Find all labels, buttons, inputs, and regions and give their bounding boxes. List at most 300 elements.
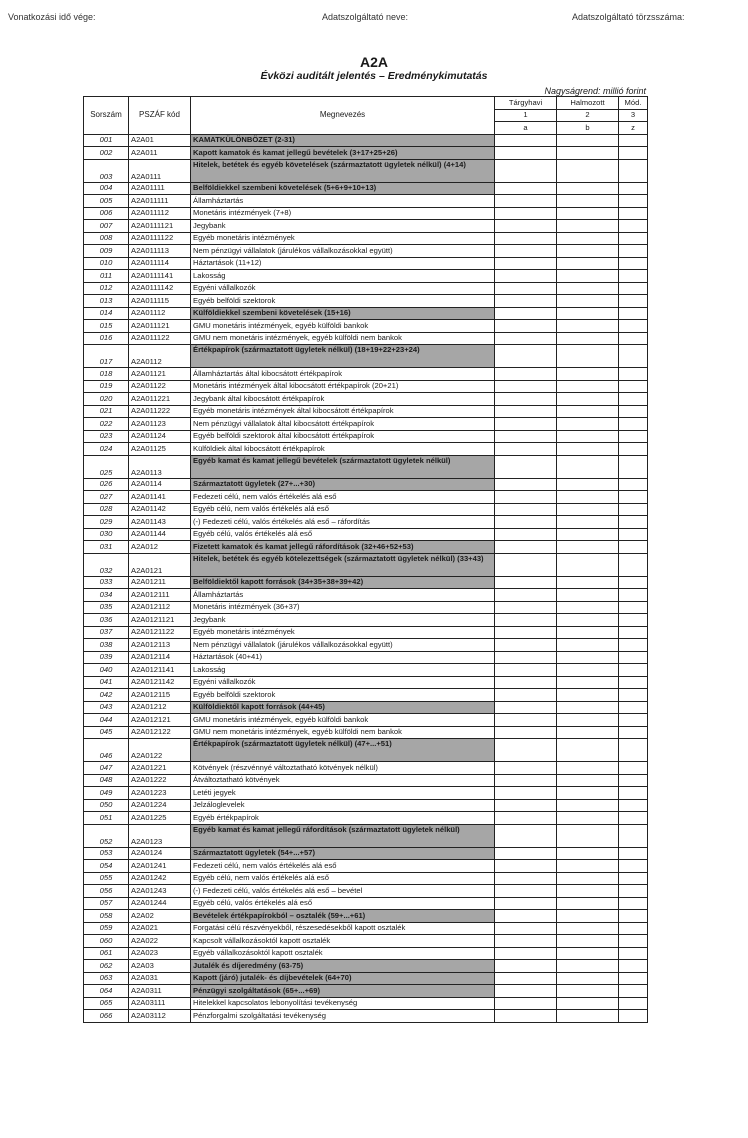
table-row — [84, 601, 648, 614]
value-cell-halmozott[interactable] — [557, 689, 619, 702]
value-cell-mod[interactable] — [619, 910, 648, 923]
value-cell-targyhavi[interactable] — [495, 134, 557, 147]
value-cell-targyhavi[interactable] — [495, 541, 557, 554]
row-number: 052 — [84, 824, 129, 847]
row-pszaf-code: A2A012121 — [129, 714, 191, 727]
row-pszaf-code: A2A01122 — [129, 380, 191, 393]
row-number: 041 — [84, 676, 129, 689]
value-cell-halmozott[interactable] — [557, 922, 619, 935]
value-cell-halmozott[interactable] — [557, 626, 619, 639]
row-number: 034 — [84, 589, 129, 602]
value-cell-targyhavi[interactable] — [495, 664, 557, 677]
value-cell-halmozott[interactable] — [557, 897, 619, 910]
value-cell-targyhavi[interactable] — [495, 701, 557, 714]
table-row — [84, 714, 648, 727]
col-letter-z: z — [619, 122, 648, 135]
value-cell-mod[interactable] — [619, 478, 648, 491]
value-cell-targyhavi[interactable] — [495, 182, 557, 195]
row-number: 053 — [84, 847, 129, 860]
value-cell-mod[interactable] — [619, 972, 648, 985]
table-row — [84, 393, 648, 406]
value-cell-halmozott[interactable] — [557, 195, 619, 208]
value-cell-targyhavi[interactable] — [495, 739, 557, 762]
value-cell-halmozott[interactable] — [557, 455, 619, 478]
row-label: GMU monetáris intézmények, egyéb külföldi bankok — [191, 714, 495, 727]
value-cell-targyhavi[interactable] — [495, 860, 557, 873]
value-cell-mod[interactable] — [619, 503, 648, 516]
row-number: 005 — [84, 195, 129, 208]
row-pszaf-code: A2A0123 — [129, 824, 191, 847]
value-cell-halmozott[interactable] — [557, 443, 619, 456]
value-cell-halmozott[interactable] — [557, 774, 619, 787]
value-cell-targyhavi[interactable] — [495, 307, 557, 320]
value-cell-halmozott[interactable] — [557, 320, 619, 333]
value-cell-targyhavi[interactable] — [495, 195, 557, 208]
value-cell-halmozott[interactable] — [557, 147, 619, 160]
value-cell-targyhavi[interactable] — [495, 380, 557, 393]
value-cell-targyhavi[interactable] — [495, 270, 557, 283]
value-cell-mod[interactable] — [619, 332, 648, 345]
row-label: Államháztartás — [191, 589, 495, 602]
row-label: (-) Fedezeti célú, valós értékelés alá eső – bevétel — [191, 885, 495, 898]
value-cell-halmozott[interactable] — [557, 812, 619, 825]
value-cell-mod[interactable] — [619, 860, 648, 873]
value-cell-targyhavi[interactable] — [495, 614, 557, 627]
value-cell-halmozott[interactable] — [557, 159, 619, 182]
row-label: GMU monetáris intézmények, egyéb külföldi bankok — [191, 320, 495, 333]
value-cell-halmozott[interactable] — [557, 787, 619, 800]
value-cell-targyhavi[interactable] — [495, 972, 557, 985]
row-label: Jegybank által kibocsátott értékpapírok — [191, 393, 495, 406]
table-row — [84, 295, 648, 308]
value-cell-targyhavi[interactable] — [495, 787, 557, 800]
row-pszaf-code: A2A011121 — [129, 320, 191, 333]
row-number: 028 — [84, 503, 129, 516]
table-row — [84, 220, 648, 233]
value-cell-mod[interactable] — [619, 220, 648, 233]
value-cell-halmozott[interactable] — [557, 601, 619, 614]
row-number: 038 — [84, 639, 129, 652]
value-cell-halmozott[interactable] — [557, 885, 619, 898]
value-cell-mod[interactable] — [619, 345, 648, 368]
table-row — [84, 576, 648, 589]
row-number: 024 — [84, 443, 129, 456]
value-cell-targyhavi[interactable] — [495, 689, 557, 702]
value-cell-mod[interactable] — [619, 762, 648, 775]
col-header-mod: Mód. — [619, 97, 648, 110]
table-row — [84, 824, 648, 847]
col-header-pszaf: PSZÁF kód — [129, 97, 191, 135]
value-cell-targyhavi[interactable] — [495, 345, 557, 368]
value-cell-targyhavi[interactable] — [495, 491, 557, 504]
row-number: 009 — [84, 245, 129, 258]
value-cell-mod[interactable] — [619, 541, 648, 554]
row-number: 022 — [84, 418, 129, 431]
value-cell-halmozott[interactable] — [557, 345, 619, 368]
value-cell-mod[interactable] — [619, 430, 648, 443]
row-label: Egyéb kamat és kamat jellegű bevételek (származtatott ügyletek nélkül) — [191, 455, 495, 478]
value-cell-halmozott[interactable] — [557, 207, 619, 220]
value-cell-halmozott[interactable] — [557, 639, 619, 652]
value-cell-targyhavi[interactable] — [495, 774, 557, 787]
value-cell-mod[interactable] — [619, 847, 648, 860]
value-cell-mod[interactable] — [619, 270, 648, 283]
value-cell-halmozott[interactable] — [557, 910, 619, 923]
value-cell-targyhavi[interactable] — [495, 676, 557, 689]
value-cell-halmozott[interactable] — [557, 714, 619, 727]
row-number: 057 — [84, 897, 129, 910]
value-cell-targyhavi[interactable] — [495, 503, 557, 516]
table-row — [84, 405, 648, 418]
value-cell-targyhavi[interactable] — [495, 601, 557, 614]
row-label: Pénzforgalmi szolgáltatási tevékenység — [191, 1010, 495, 1023]
value-cell-mod[interactable] — [619, 787, 648, 800]
value-cell-targyhavi[interactable] — [495, 443, 557, 456]
value-cell-mod[interactable] — [619, 232, 648, 245]
value-cell-halmozott[interactable] — [557, 491, 619, 504]
value-cell-mod[interactable] — [619, 368, 648, 381]
value-cell-targyhavi[interactable] — [495, 960, 557, 973]
value-cell-mod[interactable] — [619, 701, 648, 714]
value-cell-halmozott[interactable] — [557, 295, 619, 308]
table-row — [84, 960, 648, 973]
row-pszaf-code: A2A01143 — [129, 516, 191, 529]
value-cell-mod[interactable] — [619, 1010, 648, 1023]
value-cell-targyhavi[interactable] — [495, 847, 557, 860]
value-cell-mod[interactable] — [619, 134, 648, 147]
value-cell-mod[interactable] — [619, 528, 648, 541]
value-cell-mod[interactable] — [619, 455, 648, 478]
value-cell-targyhavi[interactable] — [495, 207, 557, 220]
row-number: 059 — [84, 922, 129, 935]
value-cell-targyhavi[interactable] — [495, 232, 557, 245]
row-number: 010 — [84, 257, 129, 270]
value-cell-halmozott[interactable] — [557, 726, 619, 739]
value-cell-mod[interactable] — [619, 295, 648, 308]
value-cell-mod[interactable] — [619, 553, 648, 576]
table-row — [84, 651, 648, 664]
value-cell-mod[interactable] — [619, 774, 648, 787]
row-number: 025 — [84, 455, 129, 478]
value-cell-mod[interactable] — [619, 207, 648, 220]
row-pszaf-code: A2A03 — [129, 960, 191, 973]
value-cell-mod[interactable] — [619, 739, 648, 762]
value-cell-targyhavi[interactable] — [495, 332, 557, 345]
row-label: Lakosság — [191, 270, 495, 283]
row-label: Egyéni vállalkozók — [191, 282, 495, 295]
row-label: Fedezeti célú, nem valós értékelés alá eső — [191, 491, 495, 504]
row-label: Fizetett kamatok és kamat jellegű ráfordítások (32+46+52+53) — [191, 541, 495, 554]
value-cell-targyhavi[interactable] — [495, 589, 557, 602]
row-label: Monetáris intézmények (36+37) — [191, 601, 495, 614]
table-row — [84, 787, 648, 800]
value-cell-mod[interactable] — [619, 922, 648, 935]
value-cell-mod[interactable] — [619, 589, 648, 602]
value-cell-mod[interactable] — [619, 147, 648, 160]
row-label: Egyéb belföldi szektorok — [191, 689, 495, 702]
row-label: Egyéb monetáris intézmények — [191, 626, 495, 639]
row-pszaf-code: A2A023 — [129, 947, 191, 960]
value-cell-halmozott[interactable] — [557, 860, 619, 873]
value-cell-halmozott[interactable] — [557, 960, 619, 973]
value-cell-mod[interactable] — [619, 947, 648, 960]
row-pszaf-code: A2A011222 — [129, 405, 191, 418]
row-number: 029 — [84, 516, 129, 529]
value-cell-halmozott[interactable] — [557, 245, 619, 258]
value-cell-mod[interactable] — [619, 626, 648, 639]
row-number: 033 — [84, 576, 129, 589]
value-cell-halmozott[interactable] — [557, 182, 619, 195]
value-cell-halmozott[interactable] — [557, 847, 619, 860]
value-cell-halmozott[interactable] — [557, 589, 619, 602]
row-label: Jegybank — [191, 614, 495, 627]
value-cell-halmozott[interactable] — [557, 134, 619, 147]
value-cell-targyhavi[interactable] — [495, 812, 557, 825]
table-row — [84, 947, 648, 960]
value-cell-halmozott[interactable] — [557, 405, 619, 418]
row-label: Letéti jegyek — [191, 787, 495, 800]
value-cell-targyhavi[interactable] — [495, 528, 557, 541]
value-cell-targyhavi[interactable] — [495, 147, 557, 160]
value-cell-halmozott[interactable] — [557, 528, 619, 541]
value-cell-targyhavi[interactable] — [495, 922, 557, 935]
value-cell-targyhavi[interactable] — [495, 910, 557, 923]
value-cell-targyhavi[interactable] — [495, 935, 557, 948]
col-number-2: 2 — [557, 109, 619, 122]
value-cell-mod[interactable] — [619, 159, 648, 182]
value-cell-targyhavi[interactable] — [495, 553, 557, 576]
value-cell-mod[interactable] — [619, 257, 648, 270]
table-row — [84, 332, 648, 345]
value-cell-targyhavi[interactable] — [495, 947, 557, 960]
row-label: Forgatási célú részvényekből, részesedésekből kapott osztalék — [191, 922, 495, 935]
row-label: Kapott (járó) jutalék- és díjbevételek (64+70) — [191, 972, 495, 985]
row-number: 037 — [84, 626, 129, 639]
value-cell-halmozott[interactable] — [557, 762, 619, 775]
value-cell-halmozott[interactable] — [557, 701, 619, 714]
value-cell-targyhavi[interactable] — [495, 985, 557, 998]
row-label: Származtatott ügyletek (27+...+30) — [191, 478, 495, 491]
row-number: 027 — [84, 491, 129, 504]
row-pszaf-code: A2A022 — [129, 935, 191, 948]
value-cell-halmozott[interactable] — [557, 651, 619, 664]
value-cell-targyhavi[interactable] — [495, 455, 557, 478]
row-pszaf-code: A2A0114 — [129, 478, 191, 491]
value-cell-halmozott[interactable] — [557, 947, 619, 960]
row-pszaf-code: A2A0124 — [129, 847, 191, 860]
row-pszaf-code: A2A01243 — [129, 885, 191, 898]
value-cell-halmozott[interactable] — [557, 307, 619, 320]
row-label: Értékpapírok (származtatott ügyletek nélkül) (47+...+51) — [191, 739, 495, 762]
value-cell-halmozott[interactable] — [557, 1010, 619, 1023]
value-cell-halmozott[interactable] — [557, 478, 619, 491]
value-cell-halmozott[interactable] — [557, 997, 619, 1010]
value-cell-mod[interactable] — [619, 676, 648, 689]
table-row — [84, 812, 648, 825]
value-cell-halmozott[interactable] — [557, 824, 619, 847]
value-cell-mod[interactable] — [619, 872, 648, 885]
value-cell-mod[interactable] — [619, 307, 648, 320]
value-cell-targyhavi[interactable] — [495, 897, 557, 910]
value-cell-halmozott[interactable] — [557, 872, 619, 885]
value-cell-mod[interactable] — [619, 885, 648, 898]
value-cell-mod[interactable] — [619, 245, 648, 258]
value-cell-targyhavi[interactable] — [495, 368, 557, 381]
value-cell-mod[interactable] — [619, 897, 648, 910]
value-cell-mod[interactable] — [619, 824, 648, 847]
value-cell-targyhavi[interactable] — [495, 799, 557, 812]
value-cell-halmozott[interactable] — [557, 664, 619, 677]
value-cell-mod[interactable] — [619, 282, 648, 295]
value-cell-targyhavi[interactable] — [495, 639, 557, 652]
value-cell-mod[interactable] — [619, 405, 648, 418]
value-cell-mod[interactable] — [619, 812, 648, 825]
value-cell-halmozott[interactable] — [557, 576, 619, 589]
value-cell-halmozott[interactable] — [557, 257, 619, 270]
value-cell-mod[interactable] — [619, 380, 648, 393]
value-cell-halmozott[interactable] — [557, 739, 619, 762]
table-row — [84, 345, 648, 368]
value-cell-targyhavi[interactable] — [495, 220, 557, 233]
value-cell-halmozott[interactable] — [557, 541, 619, 554]
value-cell-halmozott[interactable] — [557, 232, 619, 245]
value-cell-mod[interactable] — [619, 491, 648, 504]
value-cell-mod[interactable] — [619, 651, 648, 664]
table-row — [84, 368, 648, 381]
table-row — [84, 541, 648, 554]
table-row — [84, 997, 648, 1010]
value-cell-mod[interactable] — [619, 195, 648, 208]
value-cell-targyhavi[interactable] — [495, 626, 557, 639]
row-number: 039 — [84, 651, 129, 664]
table-row — [84, 195, 648, 208]
value-cell-targyhavi[interactable] — [495, 576, 557, 589]
value-cell-halmozott[interactable] — [557, 418, 619, 431]
row-pszaf-code: A2A0111 — [129, 159, 191, 182]
value-cell-halmozott[interactable] — [557, 985, 619, 998]
value-cell-targyhavi[interactable] — [495, 405, 557, 418]
value-cell-halmozott[interactable] — [557, 503, 619, 516]
row-pszaf-code: A2A01241 — [129, 860, 191, 873]
value-cell-targyhavi[interactable] — [495, 159, 557, 182]
table-row — [84, 245, 648, 258]
value-cell-targyhavi[interactable] — [495, 257, 557, 270]
table-row — [84, 762, 648, 775]
value-cell-mod[interactable] — [619, 418, 648, 431]
value-cell-mod[interactable] — [619, 985, 648, 998]
value-cell-mod[interactable] — [619, 960, 648, 973]
value-cell-targyhavi[interactable] — [495, 651, 557, 664]
row-number: 043 — [84, 701, 129, 714]
value-cell-mod[interactable] — [619, 997, 648, 1010]
value-cell-targyhavi[interactable] — [495, 1010, 557, 1023]
provider-name-label: Adatszolgáltató neve: — [322, 12, 409, 22]
value-cell-mod[interactable] — [619, 601, 648, 614]
value-cell-targyhavi[interactable] — [495, 282, 557, 295]
value-cell-halmozott[interactable] — [557, 368, 619, 381]
table-row — [84, 307, 648, 320]
table-row — [84, 443, 648, 456]
value-cell-halmozott[interactable] — [557, 676, 619, 689]
value-cell-mod[interactable] — [619, 689, 648, 702]
table-row — [84, 774, 648, 787]
row-label: Átváltoztatható kötvények — [191, 774, 495, 787]
value-cell-mod[interactable] — [619, 799, 648, 812]
value-cell-targyhavi[interactable] — [495, 997, 557, 1010]
table-row — [84, 664, 648, 677]
value-cell-mod[interactable] — [619, 443, 648, 456]
row-pszaf-code: A2A01141 — [129, 491, 191, 504]
value-cell-targyhavi[interactable] — [495, 885, 557, 898]
row-number: 051 — [84, 812, 129, 825]
value-cell-targyhavi[interactable] — [495, 762, 557, 775]
value-cell-halmozott[interactable] — [557, 799, 619, 812]
value-cell-halmozott[interactable] — [557, 282, 619, 295]
row-label: Külföldiekkel szembeni követelések (15+16) — [191, 307, 495, 320]
value-cell-targyhavi[interactable] — [495, 478, 557, 491]
value-cell-mod[interactable] — [619, 664, 648, 677]
value-cell-halmozott[interactable] — [557, 516, 619, 529]
value-cell-mod[interactable] — [619, 726, 648, 739]
value-cell-halmozott[interactable] — [557, 380, 619, 393]
value-cell-mod[interactable] — [619, 320, 648, 333]
row-number: 015 — [84, 320, 129, 333]
value-cell-targyhavi[interactable] — [495, 872, 557, 885]
value-cell-halmozott[interactable] — [557, 972, 619, 985]
row-pszaf-code: A2A01223 — [129, 787, 191, 800]
value-cell-targyhavi[interactable] — [495, 245, 557, 258]
value-cell-halmozott[interactable] — [557, 332, 619, 345]
row-label: Lakosság — [191, 664, 495, 677]
value-cell-targyhavi[interactable] — [495, 430, 557, 443]
value-cell-targyhavi[interactable] — [495, 320, 557, 333]
value-cell-targyhavi[interactable] — [495, 295, 557, 308]
value-cell-mod[interactable] — [619, 614, 648, 627]
value-cell-targyhavi[interactable] — [495, 516, 557, 529]
value-cell-halmozott[interactable] — [557, 553, 619, 576]
value-cell-mod[interactable] — [619, 393, 648, 406]
value-cell-halmozott[interactable] — [557, 393, 619, 406]
value-cell-targyhavi[interactable] — [495, 824, 557, 847]
value-cell-mod[interactable] — [619, 935, 648, 948]
value-cell-mod[interactable] — [619, 182, 648, 195]
row-label: Egyéb belföldi szektorok — [191, 295, 495, 308]
value-cell-mod[interactable] — [619, 516, 648, 529]
row-number: 062 — [84, 960, 129, 973]
value-cell-halmozott[interactable] — [557, 614, 619, 627]
table-row — [84, 182, 648, 195]
value-cell-halmozott[interactable] — [557, 220, 619, 233]
row-pszaf-code: A2A0121122 — [129, 626, 191, 639]
provider-id-label: Adatszolgáltató törzsszáma: — [572, 12, 685, 22]
value-cell-halmozott[interactable] — [557, 430, 619, 443]
value-cell-halmozott[interactable] — [557, 270, 619, 283]
value-cell-halmozott[interactable] — [557, 935, 619, 948]
form-title: Évközi auditált jelentés – Eredménykimutatás — [260, 70, 488, 82]
value-cell-targyhavi[interactable] — [495, 726, 557, 739]
table-row — [84, 270, 648, 283]
value-cell-mod[interactable] — [619, 576, 648, 589]
value-cell-mod[interactable] — [619, 714, 648, 727]
value-cell-targyhavi[interactable] — [495, 393, 557, 406]
row-pszaf-code: A2A0121121 — [129, 614, 191, 627]
value-cell-targyhavi[interactable] — [495, 714, 557, 727]
value-cell-mod[interactable] — [619, 639, 648, 652]
table-row — [84, 380, 648, 393]
row-label: Egyéb belföldi szektorok által kibocsátott értékpapírok — [191, 430, 495, 443]
row-label: Jutalék és díjeredmény (63-75) — [191, 960, 495, 973]
value-cell-targyhavi[interactable] — [495, 418, 557, 431]
